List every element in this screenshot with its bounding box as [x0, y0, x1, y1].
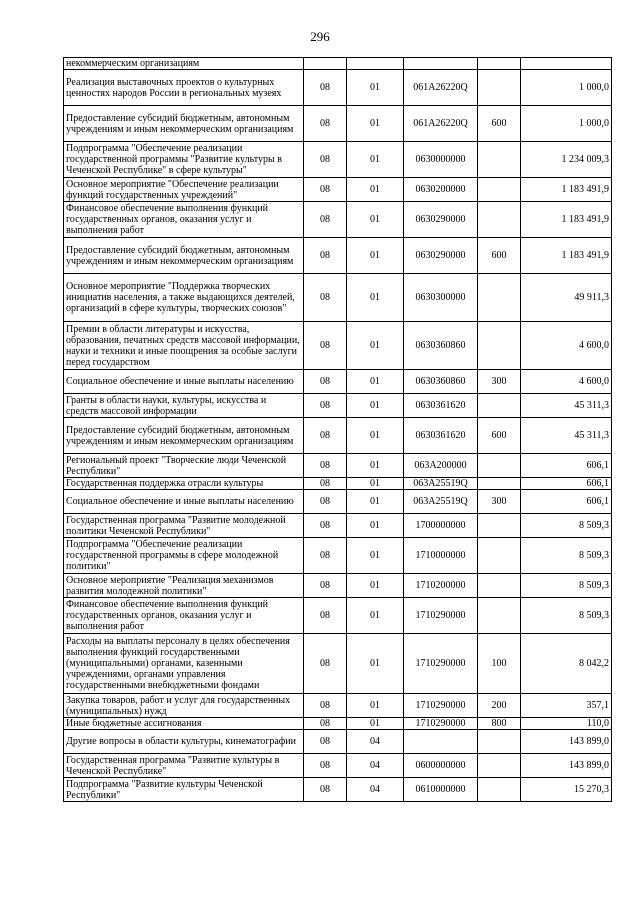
cell-amount: 1 000,0: [521, 70, 612, 106]
cell-amount: 110,0: [521, 718, 612, 730]
cell-expense-type: [478, 394, 521, 418]
cell-name: Основное мероприятие "Реализация механизмов развития молодежной политики": [64, 574, 304, 598]
cell-expense-type: [478, 754, 521, 778]
cell-section: 08: [304, 538, 347, 574]
cell-amount: 1 183 491,9: [521, 238, 612, 274]
cell-target-article: 1700000000: [404, 514, 478, 538]
cell-expense-type: [478, 598, 521, 634]
cell-amount: 606,1: [521, 490, 612, 514]
table-row: [64, 274, 612, 322]
cell-target-article: [404, 730, 478, 754]
cell-amount: 1 183 491,9: [521, 202, 612, 238]
cell-target-article: 061А26220Q: [404, 106, 478, 142]
cell-amount: 606,1: [521, 478, 612, 490]
table-row: [64, 778, 612, 802]
cell-expense-type: 600: [478, 418, 521, 454]
cell-subsection: 01: [347, 370, 404, 394]
cell-subsection: 01: [347, 718, 404, 730]
cell-target-article: 0630000000: [404, 142, 478, 178]
table-row: [64, 418, 612, 454]
cell-subsection: 01: [347, 274, 404, 322]
cell-name: Государственная программа "Развитие молодежной политики Чеченской Республики": [64, 514, 304, 538]
cell-section: 08: [304, 394, 347, 418]
cell-expense-type: [478, 58, 521, 70]
cell-expense-type: [478, 322, 521, 370]
cell-section: 08: [304, 322, 347, 370]
cell-expense-type: 300: [478, 370, 521, 394]
cell-amount: 4 600,0: [521, 322, 612, 370]
cell-amount: 357,1: [521, 694, 612, 718]
cell-target-article: 1710200000: [404, 574, 478, 598]
cell-target-article: 0600000000: [404, 754, 478, 778]
cell-section: 08: [304, 418, 347, 454]
table-row: [64, 394, 612, 418]
cell-expense-type: [478, 538, 521, 574]
cell-amount: 8 509,3: [521, 598, 612, 634]
cell-section: 08: [304, 370, 347, 394]
cell-name: некоммерческим организациям: [64, 58, 304, 70]
cell-target-article: 063А200000: [404, 454, 478, 478]
cell-expense-type: [478, 478, 521, 490]
cell-name: Закупка товаров, работ и услуг для государственных (муниципальных) нужд: [64, 694, 304, 718]
cell-section: 08: [304, 718, 347, 730]
table-row: [64, 238, 612, 274]
table-row: [64, 538, 612, 574]
cell-expense-type: [478, 70, 521, 106]
cell-subsection: 01: [347, 514, 404, 538]
cell-expense-type: [478, 178, 521, 202]
cell-amount: 143 899,0: [521, 730, 612, 754]
cell-target-article: 0630361620: [404, 418, 478, 454]
cell-subsection: 01: [347, 538, 404, 574]
cell-name: Другие вопросы в области культуры, кинематографии: [64, 730, 304, 754]
cell-subsection: 01: [347, 634, 404, 694]
cell-expense-type: [478, 274, 521, 322]
cell-subsection: 01: [347, 322, 404, 370]
cell-target-article: 0630290000: [404, 238, 478, 274]
table-row: [64, 142, 612, 178]
cell-subsection: [347, 58, 404, 70]
cell-name: Реализация выставочных проектов о культурных ценностях народов России в региональных музеях: [64, 70, 304, 106]
cell-target-article: 0630360860: [404, 322, 478, 370]
cell-subsection: 01: [347, 238, 404, 274]
table-row: [64, 490, 612, 514]
table-row: [64, 730, 612, 754]
cell-section: 08: [304, 730, 347, 754]
cell-expense-type: 600: [478, 238, 521, 274]
cell-target-article: 0630300000: [404, 274, 478, 322]
budget-table-body: [64, 58, 612, 802]
cell-section: [304, 58, 347, 70]
cell-name: Премии в области литературы и искусства, образования, печатных средств массовой информации, науки и техники и иные поощрения за особые заслуги перед государством: [64, 322, 304, 370]
cell-expense-type: 200: [478, 694, 521, 718]
cell-amount: 1 234 009,3: [521, 142, 612, 178]
table-row: [64, 106, 612, 142]
cell-section: 08: [304, 574, 347, 598]
cell-expense-type: [478, 454, 521, 478]
cell-amount: 8 509,3: [521, 514, 612, 538]
cell-section: 08: [304, 70, 347, 106]
cell-section: 08: [304, 454, 347, 478]
cell-expense-type: [478, 574, 521, 598]
cell-name: Финансовое обеспечение выполнения функций государственных органов, оказания услуг и выполнения работ: [64, 202, 304, 238]
cell-name: Расходы на выплаты персоналу в целях обеспечения выполнения функций государственными (муниципальными) органами, казенными учреждениями, органами управления государственными внебюджетными фондами: [64, 634, 304, 694]
cell-subsection: 01: [347, 574, 404, 598]
cell-subsection: 01: [347, 178, 404, 202]
cell-amount: 8 042,2: [521, 634, 612, 694]
cell-expense-type: 600: [478, 106, 521, 142]
cell-name: Предоставление субсидий бюджетным, автономным учреждениям и иным некоммерческим организациям: [64, 106, 304, 142]
table-row: [64, 514, 612, 538]
cell-amount: 49 911,3: [521, 274, 612, 322]
cell-target-article: 1710290000: [404, 634, 478, 694]
cell-target-article: [404, 58, 478, 70]
cell-name: Региональный проект "Творческие люди Чеченской Республики": [64, 454, 304, 478]
cell-amount: 8 509,3: [521, 574, 612, 598]
cell-name: Финансовое обеспечение выполнения функций государственных органов, оказания услуг и выполнения работ: [64, 598, 304, 634]
cell-name: Государственная поддержка отрасли культуры: [64, 478, 304, 490]
table-row: [64, 178, 612, 202]
cell-amount: 4 600,0: [521, 370, 612, 394]
cell-section: 08: [304, 598, 347, 634]
cell-section: 08: [304, 142, 347, 178]
budget-table: [63, 57, 612, 802]
cell-section: 08: [304, 634, 347, 694]
cell-target-article: 0630360860: [404, 370, 478, 394]
cell-name: Социальное обеспечение и иные выплаты населению: [64, 370, 304, 394]
cell-subsection: 01: [347, 490, 404, 514]
cell-name: Предоставление субсидий бюджетным, автономным учреждениям и иным некоммерческим организациям: [64, 238, 304, 274]
cell-amount: 45 311,3: [521, 418, 612, 454]
cell-subsection: 01: [347, 694, 404, 718]
table-row: [64, 454, 612, 478]
cell-expense-type: 800: [478, 718, 521, 730]
cell-subsection: 04: [347, 730, 404, 754]
table-row: [64, 202, 612, 238]
cell-amount: 606,1: [521, 454, 612, 478]
cell-expense-type: [478, 730, 521, 754]
cell-target-article: 0630361620: [404, 394, 478, 418]
cell-subsection: 01: [347, 142, 404, 178]
cell-target-article: 061А26220Q: [404, 70, 478, 106]
cell-section: 08: [304, 490, 347, 514]
cell-section: 08: [304, 274, 347, 322]
cell-name: Подпрограмма "Обеспечение реализации государственной программы "Развитие культуры в Чеченской Республике" в сфере культуры": [64, 142, 304, 178]
cell-subsection: 04: [347, 778, 404, 802]
table-row: [64, 718, 612, 730]
cell-subsection: 01: [347, 394, 404, 418]
table-row: [64, 370, 612, 394]
cell-amount: 8 509,3: [521, 538, 612, 574]
table-row: [64, 694, 612, 718]
cell-subsection: 01: [347, 478, 404, 490]
cell-target-article: 1710290000: [404, 598, 478, 634]
cell-amount: 15 270,3: [521, 778, 612, 802]
cell-expense-type: [478, 202, 521, 238]
table-row: [64, 574, 612, 598]
cell-expense-type: 100: [478, 634, 521, 694]
table-row: [64, 58, 612, 70]
cell-subsection: 04: [347, 754, 404, 778]
table-row: [64, 70, 612, 106]
table-row: [64, 634, 612, 694]
cell-target-article: 0610000000: [404, 778, 478, 802]
cell-expense-type: [478, 142, 521, 178]
cell-target-article: 1710290000: [404, 718, 478, 730]
page-number: 296: [310, 29, 330, 44]
cell-target-article: 1710290000: [404, 694, 478, 718]
cell-subsection: 01: [347, 598, 404, 634]
cell-section: 08: [304, 106, 347, 142]
cell-name: Государственная программа "Развитие культуры в Чеченской Республике": [64, 754, 304, 778]
table-row: [64, 478, 612, 490]
cell-section: 08: [304, 178, 347, 202]
cell-name: Подпрограмма "Развитие культуры Чеченской Республики": [64, 778, 304, 802]
cell-section: 08: [304, 514, 347, 538]
cell-name: Гранты в области науки, культуры, искусства и средств массовой информации: [64, 394, 304, 418]
cell-subsection: 01: [347, 418, 404, 454]
cell-amount: [521, 58, 612, 70]
cell-amount: 1 000,0: [521, 106, 612, 142]
cell-section: 08: [304, 778, 347, 802]
cell-target-article: 1710000000: [404, 538, 478, 574]
cell-section: 08: [304, 694, 347, 718]
cell-section: 08: [304, 202, 347, 238]
cell-subsection: 01: [347, 70, 404, 106]
cell-amount: 143 899,0: [521, 754, 612, 778]
cell-target-article: 063А25519Q: [404, 478, 478, 490]
cell-section: 08: [304, 754, 347, 778]
cell-target-article: 0630290000: [404, 202, 478, 238]
cell-amount: 1 183 491,9: [521, 178, 612, 202]
cell-name: Иные бюджетные ассигнования: [64, 718, 304, 730]
cell-expense-type: 300: [478, 490, 521, 514]
cell-name: Подпрограмма "Обеспечение реализации государственной программы в сфере молодежной политики": [64, 538, 304, 574]
cell-target-article: 0630200000: [404, 178, 478, 202]
cell-name: Основное мероприятие "Поддержка творческих инициатив населения, а также выдающихся деятелей, организаций в сфере культуры, творческих союзов": [64, 274, 304, 322]
table-row: [64, 598, 612, 634]
cell-target-article: 063А25519Q: [404, 490, 478, 514]
cell-name: Основное мероприятие "Обеспечение реализации функций государственных учреждений": [64, 178, 304, 202]
table-row: [64, 754, 612, 778]
cell-name: Социальное обеспечение и иные выплаты населению: [64, 490, 304, 514]
cell-name: Предоставление субсидий бюджетным, автономным учреждениям и иным некоммерческим организациям: [64, 418, 304, 454]
table-row: [64, 322, 612, 370]
cell-expense-type: [478, 778, 521, 802]
cell-subsection: 01: [347, 454, 404, 478]
cell-section: 08: [304, 238, 347, 274]
cell-amount: 45 311,3: [521, 394, 612, 418]
cell-subsection: 01: [347, 106, 404, 142]
cell-expense-type: [478, 514, 521, 538]
cell-subsection: 01: [347, 202, 404, 238]
cell-section: 08: [304, 478, 347, 490]
